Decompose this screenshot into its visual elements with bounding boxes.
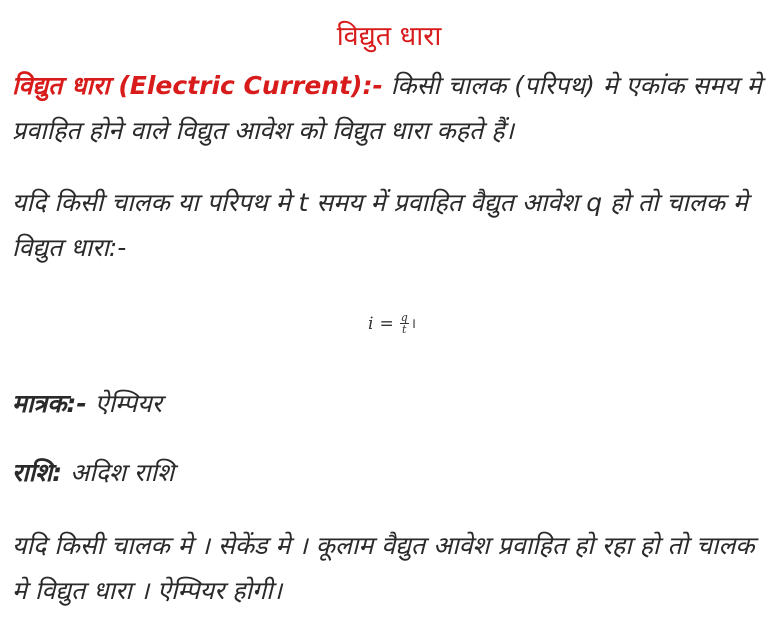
current-formula: [368, 312, 416, 335]
formula-fraction: [400, 312, 409, 335]
formula-lhs: i: [368, 313, 374, 334]
formula-numerator: q: [400, 311, 408, 324]
definition-text: किसी चालक (परिपथ) मे एकांक समय मे प्रवाहित होने वाले विद्युत आवेश को विद्युत धारा कहते हैं।: [12, 71, 762, 145]
unit-label: मात्रक:-: [12, 389, 87, 418]
quantity-value: अदिश राशि: [62, 458, 175, 487]
condition-paragraph: यदि किसी चालक या परिपथ मे t समय में प्रवाहित वैद्युत आवेश q हो तो चालक मे विद्युत धारा:-: [12, 188, 748, 262]
formula-end-mark: ।: [410, 316, 417, 332]
definition-paragraph: [12, 63, 768, 153]
unit-line: [12, 381, 162, 426]
unit-value: ऐम्पियर: [86, 389, 162, 418]
formula-denominator: t: [402, 323, 407, 336]
example-paragraph: यदि किसी चालक मे । सेकेंड मे । कूलाम वैद्युत आवेश प्रवाहित हो रहा हो तो चालक मे विद्युत धारा । ऐम्पियर होगी।: [12, 531, 755, 605]
quantity-line: [12, 450, 174, 495]
formula-equals: =: [379, 313, 394, 334]
page-title: विद्युत धारा: [336, 21, 442, 52]
definition-term: विद्युत धारा (Electric Current):-: [12, 71, 383, 100]
quantity-label: राशि:: [12, 458, 63, 487]
